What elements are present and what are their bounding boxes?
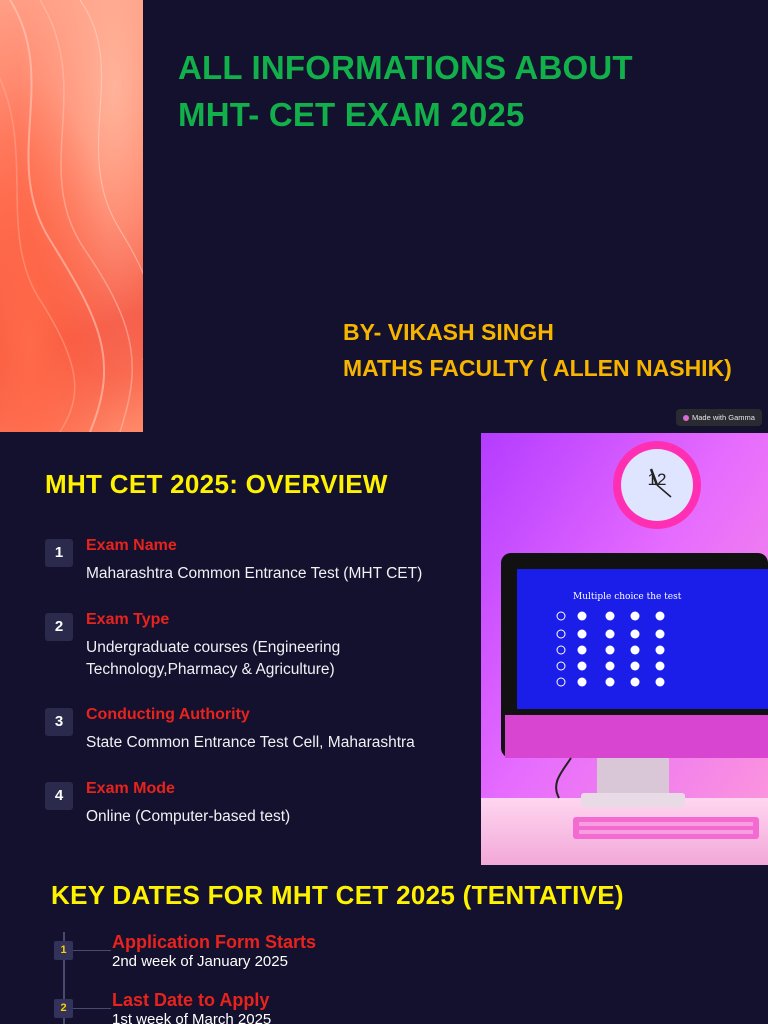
clock-number: 12 (647, 470, 667, 489)
item-number: 3 (45, 708, 73, 736)
author-credit (343, 314, 732, 386)
item-value-line-1: Undergraduate courses (Engineering (86, 639, 341, 656)
badge-text: Made with Gamma (692, 413, 755, 422)
item-number: 2 (45, 613, 73, 641)
timeline-connector (73, 1008, 111, 1009)
timeline-connector (73, 950, 111, 951)
wall-clock-icon (613, 441, 701, 529)
main-title (178, 44, 633, 138)
item-number: 1 (45, 539, 73, 567)
gamma-logo-icon (683, 415, 689, 421)
author-role: MATHS FACULTY ( ALLEN NASHIK) (343, 355, 732, 381)
item-label: Conducting Authority (86, 706, 250, 723)
item-label: Exam Mode (86, 780, 175, 797)
key-dates-slide (0, 866, 768, 1024)
timeline-value: 2nd week of January 2025 (112, 953, 288, 970)
timeline-number: 1 (54, 941, 73, 960)
title-line-2: MHT- CET EXAM 2025 (178, 96, 525, 133)
screen-heading: Multiple choice the test (573, 592, 682, 602)
timeline-label: Last Date to Apply (112, 990, 270, 1010)
author-name: BY- VIKASH SINGH (343, 319, 554, 345)
key-dates-title: KEY DATES FOR MHT CET 2025 (TENTATIVE) (51, 880, 624, 910)
keyboard-icon (573, 817, 759, 839)
overview-title: MHT CET 2025: OVERVIEW (45, 469, 388, 499)
item-number: 4 (45, 782, 73, 810)
timeline-value: 1st week of March 2025 (112, 1011, 272, 1024)
computer-test-photo (481, 433, 768, 865)
cover-slide (0, 0, 768, 432)
item-label: Exam Name (86, 537, 177, 554)
item-value: Maharashtra Common Entrance Test (MHT CET) (86, 565, 423, 582)
item-value (86, 637, 466, 681)
item-value: Online (Computer-based test) (86, 808, 291, 825)
title-line-1: ALL INFORMATIONS ABOUT (178, 49, 633, 86)
made-with-gamma-badge[interactable] (676, 409, 762, 426)
abstract-wave-image (0, 0, 143, 432)
item-value: State Common Entrance Test Cell, Maharashtra (86, 734, 415, 751)
timeline-label: Application Form Starts (112, 932, 317, 952)
overview-slide (0, 433, 768, 865)
timeline-number: 2 (54, 999, 73, 1018)
item-label: Exam Type (86, 611, 170, 628)
item-value-line-2: Technology,Pharmacy & Agriculture) (86, 661, 335, 678)
